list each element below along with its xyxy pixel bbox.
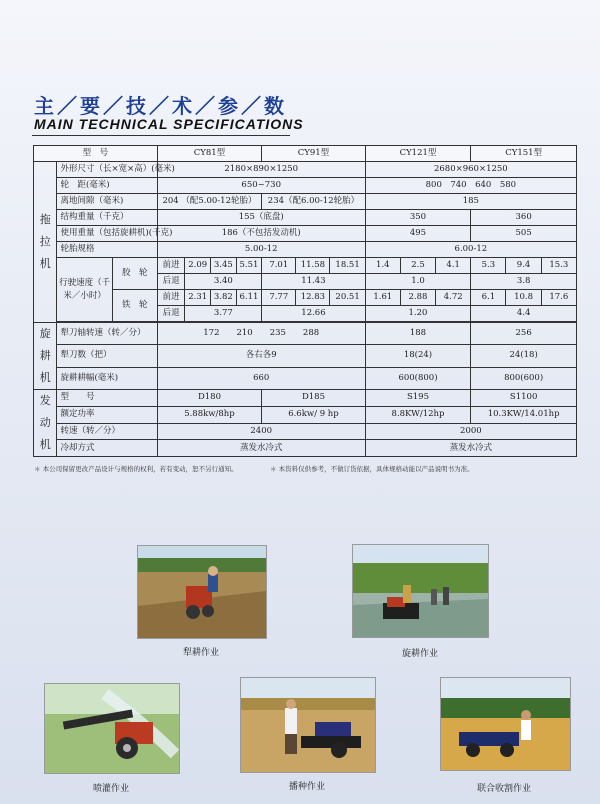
cell: 2180×890×1250 <box>157 162 365 178</box>
cell: 2.31 <box>185 290 211 306</box>
table-row <box>34 390 577 407</box>
cell: 3.77 <box>185 306 262 322</box>
cell: 12.66 <box>262 306 365 322</box>
cell: 660 <box>157 367 365 389</box>
table-row <box>34 367 577 389</box>
table-row <box>34 210 577 226</box>
cell: 1.61 <box>365 290 400 306</box>
table-row <box>34 146 577 162</box>
model-cy91: CY91型 <box>262 146 365 162</box>
caption-rotary: 旋耕作业 <box>401 649 438 659</box>
cell: 7.01 <box>262 258 296 274</box>
cell: 495 <box>365 226 471 242</box>
table-row <box>34 440 577 457</box>
table-row <box>34 323 577 345</box>
cell: 350 <box>365 210 471 226</box>
fwd-label: 前进 <box>157 290 185 306</box>
cell: 1.20 <box>365 306 471 322</box>
cell: S1100 <box>471 390 577 407</box>
row-label: 离地间隙（毫米) <box>57 194 157 210</box>
spec-table <box>33 145 577 457</box>
table-row <box>34 258 577 274</box>
photo-plowing <box>137 545 267 639</box>
cell: 2.5 <box>400 258 435 274</box>
cell: 17.6 <box>541 290 576 306</box>
speed-label: 行驶速度（千米／小时） <box>57 258 112 322</box>
table-row <box>34 290 577 306</box>
row-label: 轮 距(毫米) <box>57 178 157 194</box>
note-right: ＊ 本资料仅供参考，不做订货依据，具体规格动能以产品说明书为准。 <box>270 465 474 473</box>
group-tractor: 拖拉机 <box>34 162 57 323</box>
cell: 7.77 <box>262 290 296 306</box>
cell: 5.88kw/8hp <box>157 406 262 423</box>
cell: D185 <box>262 390 365 407</box>
table-row <box>34 242 577 258</box>
cell: 6.6kw/ 9 hp <box>262 406 365 423</box>
cell: 11.43 <box>262 274 365 290</box>
cell: 650~730 <box>157 178 365 194</box>
model-cy121: CY121型 <box>365 146 471 162</box>
cell: 2.09 <box>185 258 211 274</box>
table-row <box>34 345 577 367</box>
cell: 186（不包括发动机) <box>157 226 365 242</box>
cell: 185 <box>365 194 576 210</box>
cell: 600(800) <box>365 367 471 389</box>
cell: 5.51 <box>236 258 262 274</box>
cell: 蒸发水冷式 <box>157 440 365 457</box>
cell: 1.0 <box>365 274 471 290</box>
row-label: 型 号 <box>57 390 157 407</box>
row-label: 犁刀数（把） <box>57 345 157 367</box>
row-label: 旋耕耕幅(毫米) <box>57 367 157 389</box>
cell: 2.88 <box>400 290 435 306</box>
cell: 5.3 <box>471 258 506 274</box>
cell: 4.4 <box>471 306 577 322</box>
table-row <box>34 406 577 423</box>
model-cy151: CY151型 <box>471 146 577 162</box>
row-label: 外形尺寸（长×宽×高）(毫米) <box>57 162 157 178</box>
cell: 3.40 <box>185 274 262 290</box>
photo-rotary <box>352 544 489 638</box>
cell: D180 <box>157 390 262 407</box>
cell: 18(24) <box>365 345 471 367</box>
table-row <box>34 423 577 440</box>
cell: S195 <box>365 390 471 407</box>
title-rule <box>32 135 290 136</box>
table-row <box>34 178 577 194</box>
group-engine: 发动机 <box>34 390 57 457</box>
cell: 800(600) <box>471 367 577 389</box>
cell: 2400 <box>157 423 365 440</box>
cell: 360 <box>471 210 577 226</box>
photo-sowing <box>240 677 376 773</box>
cell: 9.4 <box>506 258 541 274</box>
page-title-en: MAIN TECHNICAL SPECIFICATIONS <box>34 116 304 132</box>
cell: 204 （配5.00-12轮胎） <box>157 194 262 210</box>
cell: 10.3KW/14.01hp <box>471 406 577 423</box>
cell: 800 740 640 580 <box>365 178 576 194</box>
cell: 5.00-12 <box>157 242 365 258</box>
rev-label: 后退 <box>157 306 185 322</box>
cell: 2000 <box>365 423 576 440</box>
table-row <box>34 226 577 242</box>
note-left: ＊ 本公司保留更改产品设计与规格的权利，若有变动，恕不另行通知。 <box>34 465 238 473</box>
cell: 10.8 <box>506 290 541 306</box>
table-row <box>34 194 577 210</box>
caption-spraying: 喷灌作业 <box>92 784 129 794</box>
cell: 18.51 <box>330 258 365 274</box>
cell: 3.8 <box>471 274 577 290</box>
cell: 505 <box>471 226 577 242</box>
cell: 20.51 <box>330 290 365 306</box>
cell: 155（底盘) <box>157 210 365 226</box>
caption-harvest: 联合收割作业 <box>476 784 531 794</box>
photo-harvest <box>440 677 571 771</box>
fwd-label: 前进 <box>157 258 185 274</box>
cell: 1.4 <box>365 258 400 274</box>
cell: 234（配6.00-12轮胎） <box>262 194 365 210</box>
model-label: 型 号 <box>34 146 158 162</box>
cell: 2680×960×1250 <box>365 162 576 178</box>
cell: 11.58 <box>296 258 330 274</box>
group-rotary: 旋耕机 <box>34 323 57 390</box>
cell: 4.1 <box>436 258 471 274</box>
rev-label: 后退 <box>157 274 185 290</box>
row-label: 冷却方式 <box>57 440 157 457</box>
row-label: 结构重量（千克） <box>57 210 157 226</box>
row-label: 额定功率 <box>57 406 157 423</box>
cell: 12.83 <box>296 290 330 306</box>
cell: 15.3 <box>541 258 576 274</box>
cell: 8.8KW/12hp <box>365 406 471 423</box>
row-label: 轮胎规格 <box>57 242 157 258</box>
cell: 3.82 <box>211 290 237 306</box>
cell: 6.1 <box>471 290 506 306</box>
cell: 3.45 <box>211 258 237 274</box>
model-cy81: CY81型 <box>157 146 262 162</box>
cell: 24(18) <box>471 345 577 367</box>
caption-sowing: 播种作业 <box>288 782 325 792</box>
photo-spraying <box>44 683 180 774</box>
row-label: 转速（转／分） <box>57 423 157 440</box>
page-title-cn: 主／要／技／术／参／数 <box>34 94 287 118</box>
rubber-label: 胶 轮 <box>112 258 157 290</box>
cell: 6.11 <box>236 290 262 306</box>
cell: 各右各9 <box>157 345 365 367</box>
cell: 188 <box>365 323 471 345</box>
cell: 172 210 235 288 <box>157 323 365 345</box>
cell: 256 <box>471 323 577 345</box>
row-label: 使用重量（包括旋耕机)(千克) <box>57 226 157 242</box>
cell: 4.72 <box>436 290 471 306</box>
table-row <box>34 162 577 178</box>
cell: 蒸发水冷式 <box>365 440 576 457</box>
iron-label: 铁 轮 <box>112 290 157 322</box>
row-label: 犁刀轴转速（转／分） <box>57 323 157 345</box>
cell: 6.00-12 <box>365 242 576 258</box>
caption-plowing: 犁耕作业 <box>182 648 219 658</box>
